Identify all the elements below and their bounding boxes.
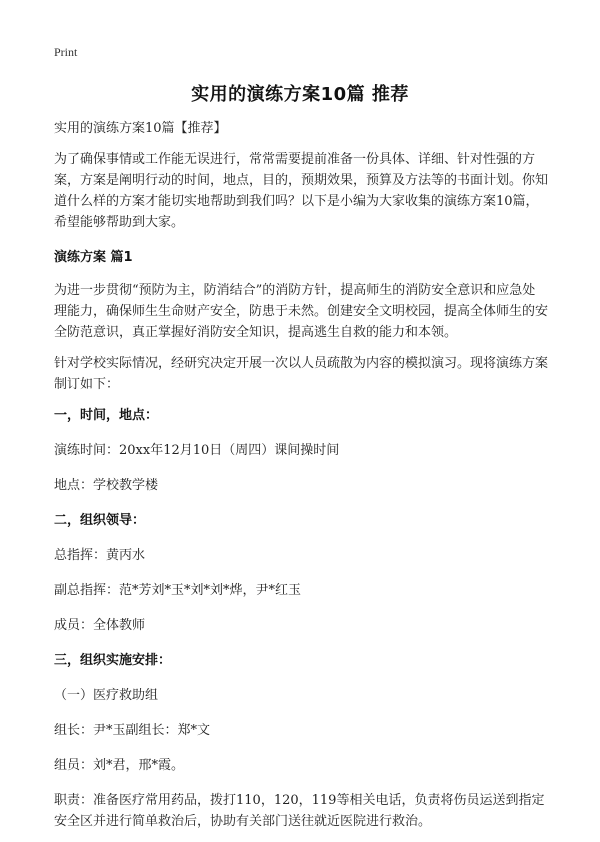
document-body bbox=[54, 118, 548, 842]
members-line: 成员：全体教师 bbox=[54, 618, 146, 633]
paragraph-plan: 针对学校实际情况，经研究决定开展一次以人员疏散为内容的模拟演习。现将演练方案制订如下： bbox=[54, 356, 549, 392]
section-heading-time-location: 一，时间，地点： bbox=[54, 408, 159, 423]
section-heading-organization: 二，组织领导： bbox=[54, 513, 146, 528]
intro-paragraph: 为了确保事情或工作能无误进行，常常需要提前准备一份具体、详细、针对性强的方案，方案是阐明行动的时间，地点，目的，预期效果，预算及方法等的书面计划。你知道什么样的方案才能切实地帮助到我们吗？以下是小编为大家收集的演练方案10篇，希望能够帮助到大家。 bbox=[54, 152, 549, 230]
medical-group-leader-line: 组长：尹*玉副组长：郑*文 bbox=[54, 723, 211, 738]
drill-time-line: 演练时间：20xx年12月10日（周四）课间操时间 bbox=[54, 443, 340, 458]
paragraph-purpose: 为进一步贯彻“预防为主，防消结合”的消防方针，提高师生的消防安全意识和应急处理能力，确保师生生命财产安全，防患于未然。创建安全文明校园，提高全体师生的安全防范意识，真正掌握好消防安全知识，提高逃生自救的能力和本领。 bbox=[54, 283, 549, 340]
page-title: 实用的演练方案10篇 推荐 bbox=[191, 84, 409, 105]
medical-group-members-line: 组员：刘*君，邢*霞。 bbox=[54, 758, 185, 773]
section-heading-arrangement: 三，组织实施安排： bbox=[54, 653, 172, 668]
article-heading: 演练方案 篇1 bbox=[54, 250, 133, 265]
print-link[interactable]: Print bbox=[54, 45, 78, 59]
deputy-commander-line: 副总指挥：范*芳刘*玉*刘*刘*烨，尹*红玉 bbox=[54, 583, 302, 598]
location-line: 地点：学校教学楼 bbox=[54, 478, 159, 493]
chief-commander-line: 总指挥：黄丙水 bbox=[54, 548, 146, 563]
document-subtitle: 实用的演练方案10篇【推荐】 bbox=[54, 121, 227, 136]
medical-group-heading: （一）医疗救助组 bbox=[54, 688, 159, 703]
medical-group-duty-paragraph: 职责：准备医疗常用药品，拨打110，120，119等相关电话，负责将伤员运送到指定安全区并进行简单救治后，协助有关部门送往就近医院进行救治。 bbox=[54, 793, 545, 829]
